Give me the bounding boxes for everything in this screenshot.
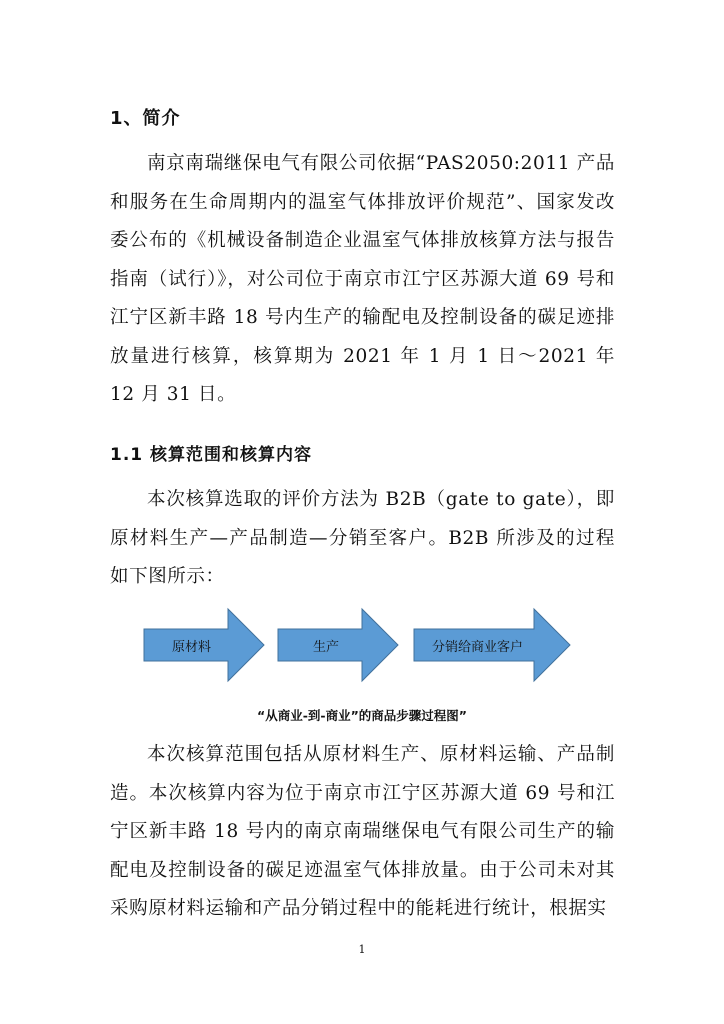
flow-step-raw-materials: 原材料 <box>172 640 212 655</box>
intro-paragraph: 南京南瑞继保电气有限公司依据“PAS2050:2011 产品和服务在生命周期内的温室气体排放评价规范”、国家发改委公布的《机械设备制造企业温室气体排放核算方法与报告指南（试行）》，对公司位于南京市江宁区苏源大道 69 号和江宁区新丰路 18 号内生产的输配电及控制设备的碳足迹排放量进行核算，核算期为 2021 年 1 月 1 日～2021 年 12 月 31 日。 <box>110 153 615 405</box>
flow-arrow-raw-materials <box>144 609 264 681</box>
section-title: 1、简介 <box>110 108 181 129</box>
method-paragraph: 本次核算选取的评价方法为 B2B（gate to gate），即原材料生产—产品制造—分销至客户。B2B 所涉及的过程如下图所示： <box>110 489 615 587</box>
flow-step-production: 生产 <box>313 640 340 655</box>
diagram-caption: “从商业-到-商业”的商品步骤过程图” <box>256 708 468 723</box>
flow-arrow-production <box>278 609 398 681</box>
process-flow-diagram <box>142 605 572 685</box>
flow-arrow-distribution <box>414 609 570 681</box>
scope-paragraph: 本次核算范围包括从原材料生产、原材料运输、产品制造。本次核算内容为位于南京市江宁区苏源大道 69 号和江宁区新丰路 18 号内的南京南瑞继保电气有限公司生产的输配电及控制设备的碳足迹温室气体排放量。由于公司未对其采购原材料运输和产品分销过程中的能耗进行统计，根据实 <box>110 744 615 919</box>
flow-step-distribution: 分销给商业客户 <box>432 640 524 655</box>
page-number: 1 <box>358 943 366 956</box>
subsection-title: 1.1 核算范围和核算内容 <box>110 445 313 465</box>
